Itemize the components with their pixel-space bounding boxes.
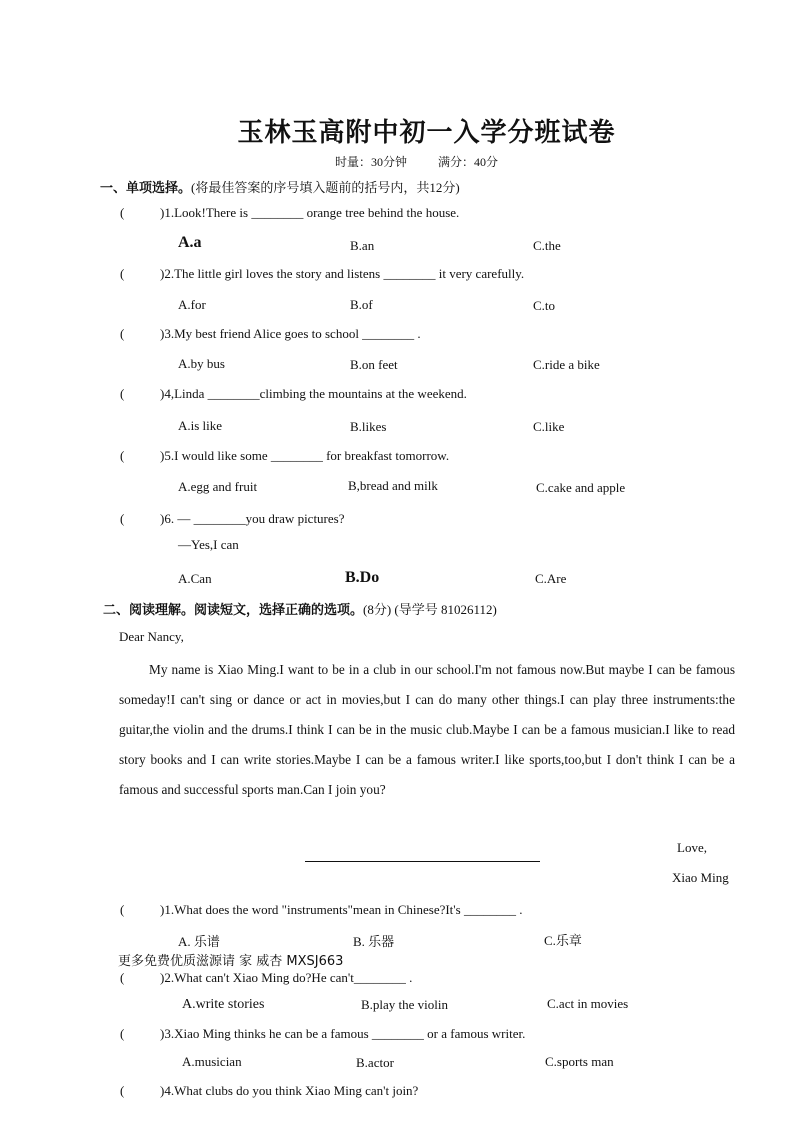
question-1 [120,205,459,221]
question-5 [120,448,449,464]
reading-passage: My name is Xiao Ming.I want to be in a club in our school.I'm not famous now.But maybe I can be famous someday!I can't sing or dance or act in movies,but I can do many other things.I can play three instruments:the guitar,the violin and the drums.I think I can be in the music club.Maybe I can be a famous musician.I like to read story books and I can write stories.Maybe I can be a famous writer.I like sports,too,but I don't think I can be a famous and successful sports man.Can I join you? [119,662,735,797]
option-b[interactable]: B.actor [356,1055,394,1070]
option-c[interactable]: C.ride a bike [533,357,600,372]
option-c[interactable]: C.act in movies [547,996,629,1011]
question-stem: )2.What can't Xiao Ming do?He can't________ . [160,970,413,985]
promo-note: 更多免费优质滋源请 家 威杏 MXSJ663 [118,954,344,969]
option-b[interactable]: B.on feet [350,357,398,372]
question-stem: )3.My best friend Alice goes to school ________ . [160,326,421,341]
section1-heading: 一、单项选择。 [100,180,192,195]
option-a[interactable]: A.musician [182,1054,242,1069]
question-6-reply: —Yes,I can [178,537,239,552]
page-title: 玉林玉高附中初一入学分班试卷 [237,118,616,147]
exam-meta [0,153,793,170]
answer-paren[interactable]: ( [120,1083,125,1098]
question-stem: )1.What does the word "instruments"mean in Chinese?It's ________ . [160,902,523,917]
question-stem: )4.What clubs do you think Xiao Ming can't join? [160,1083,419,1098]
option-a[interactable]: A.is like [178,418,223,433]
option-a[interactable]: A. 乐谱 [178,934,220,949]
option-a[interactable]: A.egg and fruit [178,479,258,494]
full-score: 满分：40分 [438,155,499,169]
option-a[interactable]: A.for [178,297,206,312]
option-a[interactable]: A.by bus [178,356,225,371]
option-b[interactable]: B.Do [345,569,380,586]
option-c[interactable]: C.乐章 [544,933,582,948]
option-b[interactable]: B.likes [350,419,387,434]
option-a[interactable]: A.write stories [182,997,265,1012]
answer-paren[interactable]: ( [120,326,125,341]
question-stem: )2.The little girl loves the story and listens ________ it very carefully. [160,266,525,281]
answer-paren[interactable]: ( [120,266,125,281]
answer-paren[interactable]: ( [120,970,125,985]
option-c[interactable]: C.sports man [545,1054,614,1069]
section2-heading: 二、阅读理解。阅读短文，选择正确的选项。 [103,602,364,617]
question-2 [120,266,524,282]
section1-instruction: (将最佳答案的序号填入题前的括号内，共12分) [191,180,460,195]
option-c[interactable]: C.cake and apple [536,480,626,495]
option-c[interactable]: C.like [533,419,565,434]
question-4 [120,386,467,402]
option-a[interactable]: A.Can [178,571,212,586]
question-stem: )3.Xiao Ming thinks he can be a famous ________ or a famous writer. [160,1026,526,1041]
question-6 [120,511,345,527]
reading-question-1 [120,902,522,918]
section2-header [103,599,497,618]
option-b[interactable]: B.an [350,238,375,253]
answer-paren[interactable]: ( [120,1026,125,1041]
option-b[interactable]: B.of [350,297,373,312]
option-a[interactable]: A.a [178,234,202,251]
option-b[interactable]: B,bread and milk [348,478,438,493]
reading-question-3 [120,1026,525,1042]
answer-paren[interactable]: ( [120,511,125,526]
reading-question-2 [120,970,412,986]
reading-question-4 [120,1083,418,1099]
option-b[interactable]: B.play the violin [361,997,449,1012]
option-c[interactable]: C.to [533,298,556,313]
answer-paren[interactable]: ( [120,205,125,220]
question-stem: )5.I would like some ________ for breakfast tomorrow. [160,448,450,463]
answer-paren[interactable]: ( [120,902,125,917]
question-3 [120,326,421,342]
question-stem: )4,Linda ________climbing the mountains at the weekend. [160,386,467,401]
answer-paren[interactable]: ( [120,448,125,463]
letter-signature: Xiao Ming [672,870,729,885]
time-limit: 时量：30分钟 [334,155,407,169]
section1-header [100,177,460,196]
question-stem: )1.Look!There is ________ orange tree behind the house. [160,205,460,220]
section2-instruction: (8分) (导学号 81026112) [363,602,497,617]
question-stem: )6. — ________you draw pictures? [160,511,345,526]
option-c[interactable]: C.the [533,238,561,253]
letter-salutation: Dear Nancy, [119,629,184,644]
option-b[interactable]: B. 乐器 [353,934,395,949]
letter-closing: Love, [677,840,707,855]
option-c[interactable]: C.Are [535,571,567,586]
answer-paren[interactable]: ( [120,386,125,401]
blank-divider [305,861,540,862]
